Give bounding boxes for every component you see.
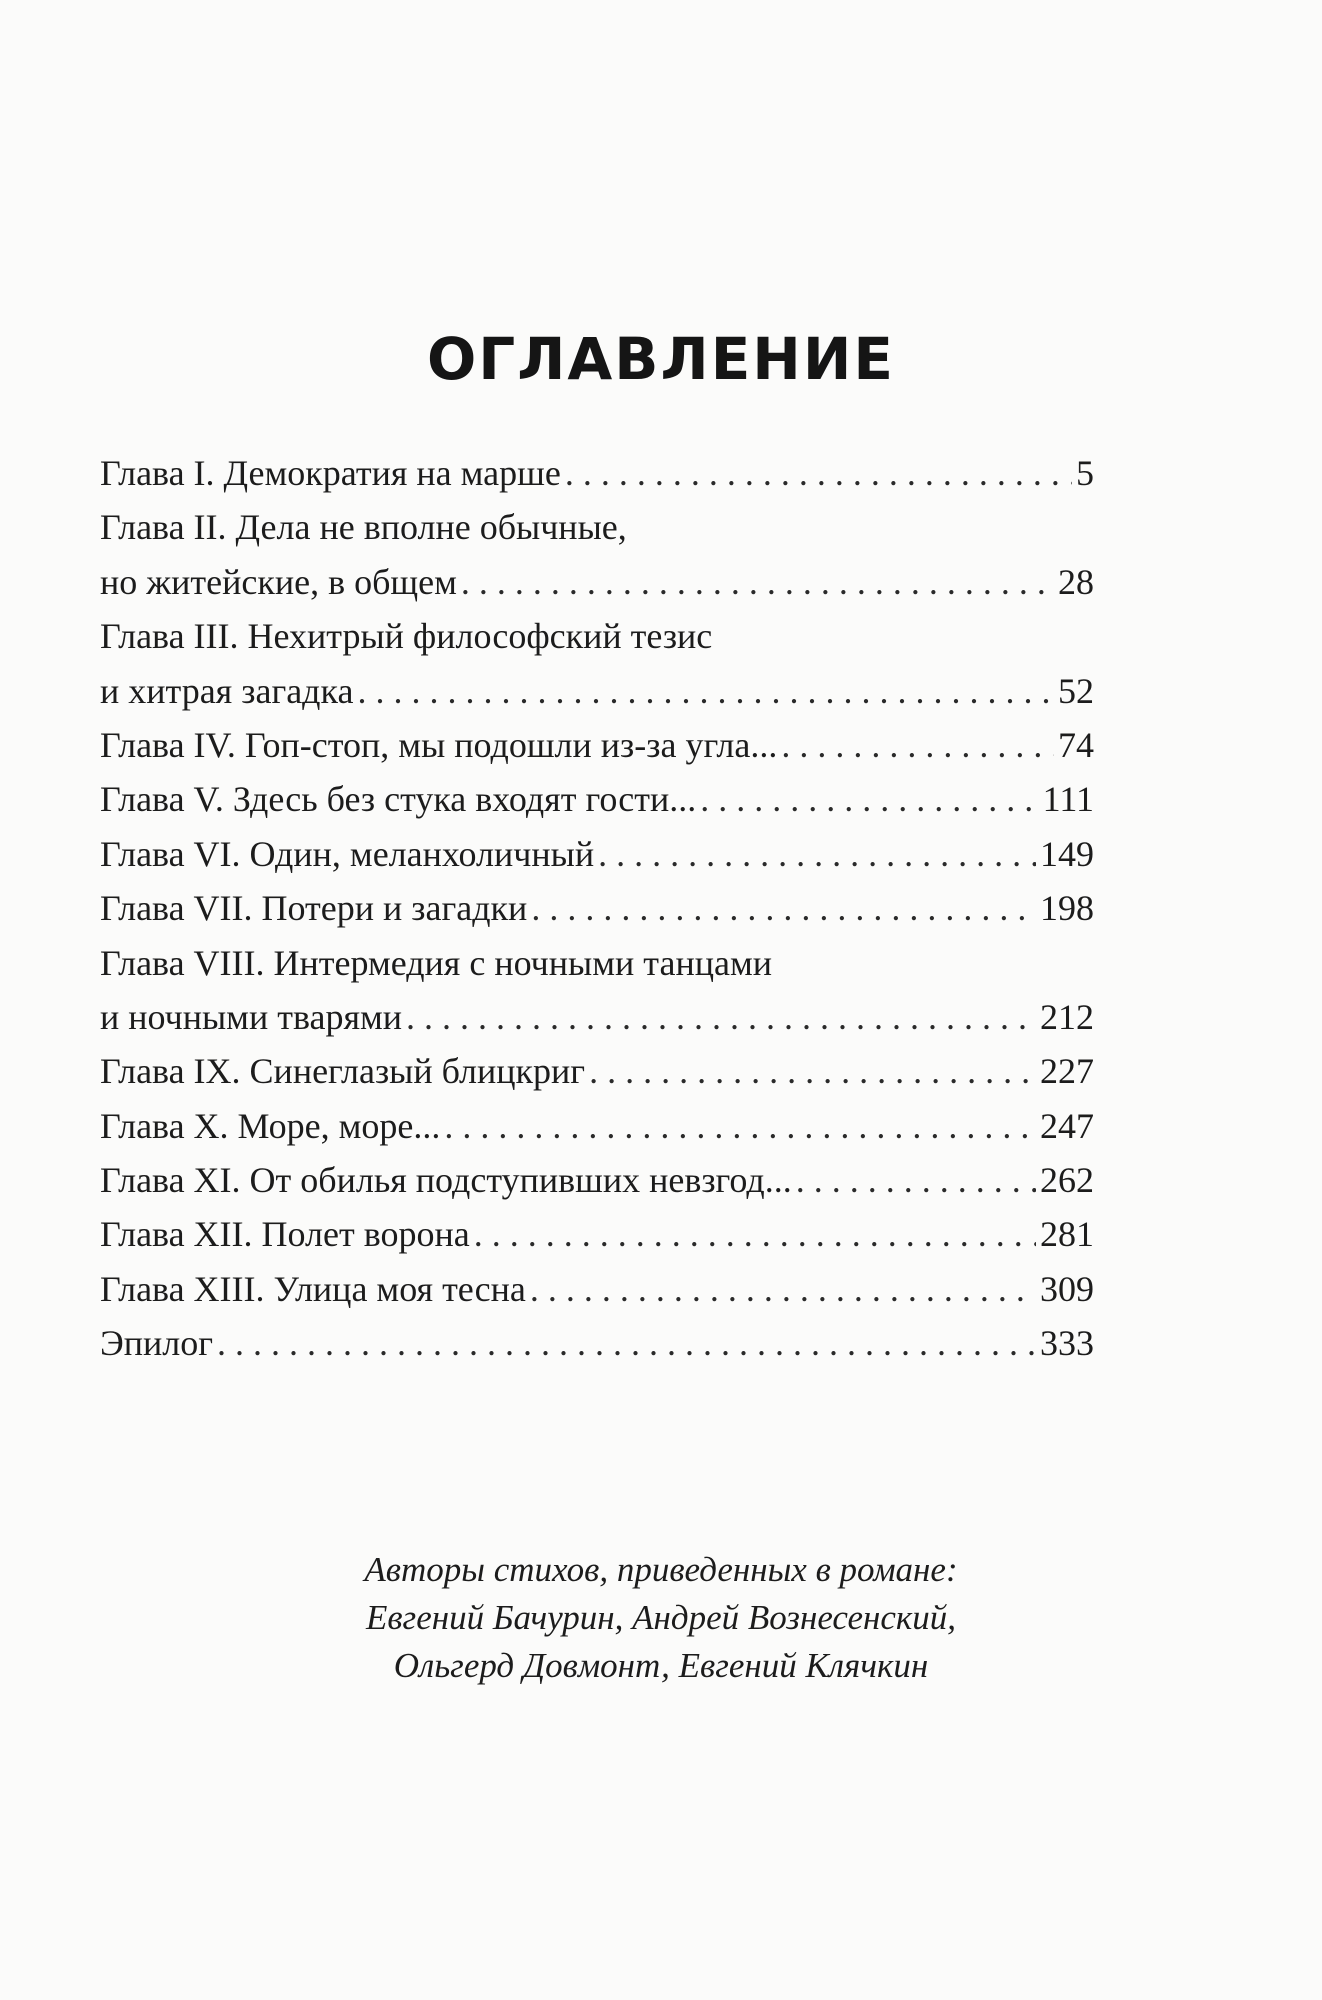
toc-line — [100, 555, 1094, 609]
toc-entry — [100, 1207, 1094, 1261]
page-title: ОГЛАВЛЕНИЕ — [426, 325, 896, 393]
authors-note-line: Евгений Бачурин, Андрей Вознесенский, — [365, 1598, 957, 1637]
dot-leader — [700, 772, 1038, 826]
dot-leader — [589, 1044, 1036, 1098]
chapter-title: и хитрая загадка — [100, 670, 354, 711]
page-number: 28 — [1058, 561, 1094, 602]
toc-line — [100, 1207, 1094, 1261]
dot-leader — [406, 990, 1036, 1044]
dot-leader — [444, 1099, 1036, 1153]
authors-note-line: Ольгерд Довмонт, Евгений Клячкин — [393, 1646, 929, 1685]
chapter-title: Глава VII. Потери и загадки — [100, 888, 528, 929]
page-number: 149 — [1040, 833, 1094, 874]
chapter-title: Глава III. Нехитрый философский тезис — [100, 616, 713, 657]
chapter-title: Эпилог — [100, 1323, 214, 1364]
page-number: 5 — [1076, 453, 1094, 493]
page-number: 212 — [1040, 996, 1094, 1037]
authors-note — [0, 1546, 1322, 1690]
page-number: 74 — [1058, 724, 1094, 765]
dot-leader — [461, 555, 1054, 609]
dot-leader — [565, 446, 1072, 500]
toc-line — [100, 1316, 1094, 1370]
page-number: 281 — [1040, 1214, 1094, 1255]
chapter-title: Глава VIII. Интермедия с ночными танцами — [100, 942, 772, 983]
toc-entry — [100, 609, 1094, 718]
page-number: 309 — [1040, 1268, 1094, 1309]
chapter-title: Глава XII. Полет ворона — [100, 1214, 470, 1255]
toc-line — [100, 609, 1094, 663]
chapter-title: но житейские, в общем — [100, 561, 457, 602]
toc-line — [100, 1099, 1094, 1153]
toc-entry — [100, 1099, 1094, 1153]
page-number: 227 — [1040, 1051, 1094, 1092]
toc-line — [100, 1153, 1094, 1207]
chapter-title: и ночными тварями — [100, 996, 403, 1037]
dot-leader — [796, 1153, 1036, 1207]
toc-entry — [100, 500, 1094, 609]
toc-line — [100, 936, 1094, 990]
dot-leader — [217, 1316, 1036, 1370]
toc-line — [100, 718, 1094, 772]
chapter-title: Глава V. Здесь без стука входят гости... — [100, 779, 697, 820]
toc-entry — [100, 772, 1094, 826]
chapter-title: Глава IX. Синеглазый блицкриг — [100, 1051, 586, 1092]
dot-leader — [531, 881, 1036, 935]
toc-line — [100, 990, 1094, 1044]
chapter-title: Глава VI. Один, меланхоличный — [100, 833, 595, 874]
toc-entry — [100, 1044, 1094, 1098]
chapter-title: Глава IV. Гоп-стоп, мы подошли из-за угла... — [100, 724, 778, 765]
chapter-title: Глава XI. От обилья подступивших невзгод... — [100, 1160, 792, 1201]
toc-entry — [100, 446, 1094, 500]
toc-entry — [100, 1153, 1094, 1207]
toc-entry — [100, 718, 1094, 772]
dot-leader — [530, 1262, 1036, 1316]
page-number: 262 — [1040, 1160, 1094, 1201]
toc-entry — [100, 1262, 1094, 1316]
authors-note-line: Авторы стихов, приведенных в романе: — [364, 1550, 958, 1589]
toc-entry — [100, 827, 1094, 881]
toc-line — [100, 827, 1094, 881]
toc-line — [100, 772, 1094, 826]
toc-line — [100, 500, 1094, 554]
dot-leader — [474, 1207, 1036, 1261]
chapter-title: Глава I. Демократия на марше — [100, 453, 561, 493]
toc-line — [100, 1262, 1094, 1316]
toc-line — [100, 664, 1094, 718]
toc-line — [100, 881, 1094, 935]
page-number: 52 — [1058, 670, 1094, 711]
toc-entry — [100, 936, 1094, 1045]
toc-line — [100, 446, 1094, 500]
dot-leader — [357, 664, 1054, 718]
chapter-title: Глава XIII. Улица моя тесна — [100, 1268, 526, 1309]
page-number: 247 — [1040, 1105, 1094, 1146]
toc-line — [100, 1044, 1094, 1098]
toc-entry — [100, 881, 1094, 935]
dot-leader — [598, 827, 1036, 881]
page-number: 333 — [1040, 1323, 1094, 1364]
chapter-title: Глава X. Море, море... — [100, 1105, 441, 1146]
page-number: 111 — [1042, 779, 1094, 820]
toc-entry — [100, 1316, 1094, 1370]
chapter-title: Глава II. Дела не вполне обычные, — [100, 507, 627, 548]
table-of-contents — [100, 446, 1094, 1371]
dot-leader — [781, 718, 1054, 772]
page-number: 198 — [1040, 888, 1094, 929]
